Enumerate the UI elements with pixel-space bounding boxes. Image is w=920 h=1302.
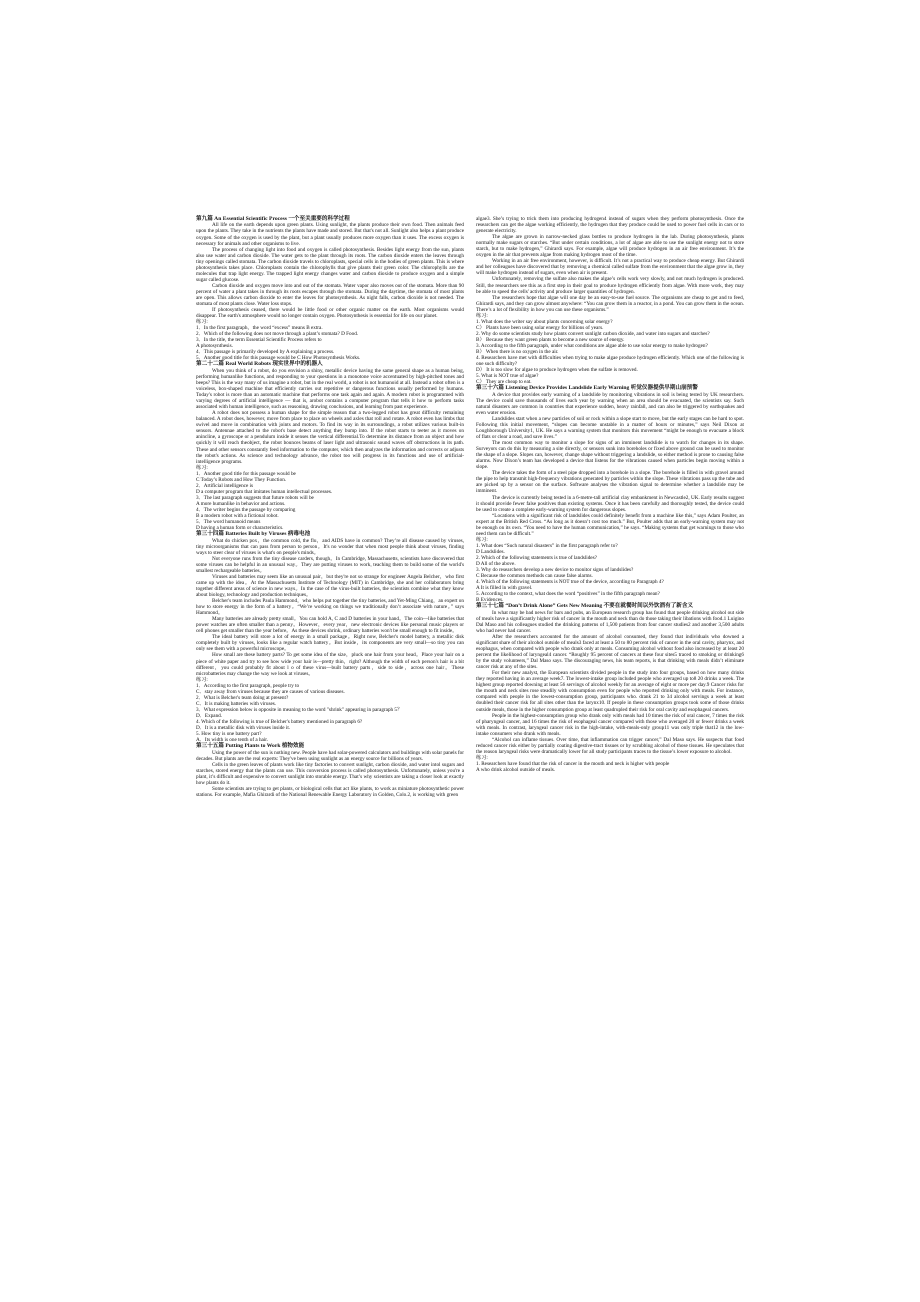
text-line: D having a human form or characteristics. — [196, 525, 284, 532]
text-line: 1．According to the first paragraph, people try to — [196, 682, 300, 689]
text-line: 3. Why do researchers develop a new device to monitor signs of landslides? — [476, 567, 634, 574]
paragraph: The device is currently being tested in a 6-metre-tall artificial clay embankment in Newcastle2, UK. Early results suggest it should provide fewer false positives than existing systems. Once it has been carefully and thoroughly tested, the device could be used to create a complete early-warning system for dangerous slopes. — [476, 494, 744, 513]
text-line: A photosynthesis. — [196, 343, 233, 350]
text-line: 1. Researchers have found that the risk of cancer in the mouth and neck is higher with people — [476, 760, 670, 767]
text-line: 4．The writer begins the passage by comparing — [196, 506, 296, 513]
text-line: 3．The last paragraph suggests that future robots will be — [196, 494, 314, 501]
text-line: D．It is a metallic disk with viruses inside it. — [196, 725, 291, 732]
paragraph: What do chicken pox，the common cold, the flu，and AIDS have in common? They’re all disease caused by viruses, tiny microorganisms that can pass from person to person。It's no wonder that when most people think about viruses, finding ways to steer clear of viruses is what's on people's minds。 — [196, 537, 464, 556]
paragraph: In what may be bad news for bars and pubs, an European research group has found that people drinking alcohol out side of meals have a significantly higher risk of cancer in the mouth and neck than do those taking their libations with food.1 Luigino Dal Maso and his colleagues studied the drinking patterns of 1,500 patients from four cancer studies2 and another 3,500 adults who had never had cancer. — [476, 609, 744, 634]
section-heading: 第三十五篇 Putting Plants to Work 植物效能 — [196, 743, 305, 750]
section-heading: 第三十七篇 “Don’t Drink Alone” Gets New Meaning 不要在就餐时间以外饮酒有了新含义 — [476, 603, 694, 610]
text-line: D a computer program that imitates human intellectual processes. — [196, 488, 333, 495]
text-line: 5. According to the context, what does the word “positives” in the fifth paragraph mean? — [476, 591, 660, 598]
text-line: D．Expand. — [196, 712, 223, 719]
text-line: C） They are cheap to eat. — [476, 379, 532, 386]
text-line: 5．Another good title for this passage would be C How Photosynthesis Works. — [196, 355, 361, 362]
paragraph: Using the power of the sun is nothing new. People have had solar-powered calculators and buildings with solar panels for decades. But plants are the real experts: They've been using sunlight as an energy source for billions of years. — [196, 749, 464, 762]
text-line: algae3. She’s trying to trick them into producing hydrogen4 instead of sugars when they perform photosynthesis. Once the researchers can get the algae working efficiently, the hydrogen that they produce could be used to power fuel cells in cars or to generate electricity. — [476, 216, 744, 235]
text-line: 2．What is Belcher's team doing at present? — [196, 694, 289, 701]
text-line: 练习: — [476, 312, 488, 319]
section-heading: 第二十二篇 Real World Robots 现实世界中的机器人 — [196, 361, 323, 368]
paragraph: The ideal battery will store a lot of energy in a small package。Right now, Belcher's model battery, a metallic disk completely built by viruses, looks like a regular watch battery。But inside，its components are very small—so tiny you can only see them with a powerful microscope。 — [196, 634, 464, 653]
text-line: 4. Which of the following is true of Belcher's battery mentioned in paragraph 6? — [196, 718, 363, 725]
text-line: B） When there is no oxygen in the air. — [476, 349, 559, 356]
section-heading: 第三十四篇 Batteries Built by Viruses 病毒电池 — [196, 531, 311, 538]
text-line: C） Plants have been using solar energy for billions of years. — [476, 324, 604, 331]
text-line: 3. According to the fifth paragraph, under what conditions are algae able to use solar energy to make hydrogen? — [476, 342, 708, 349]
text-line: D Landslides. — [476, 548, 505, 555]
text-line: 练习: — [196, 676, 208, 683]
paragraph: “Alcohol can inflame tissues. Over time, that inflammation can trigger cancer,” Dal Maso says. He suspects that food reduced cancer risk either by partially coating digestive-tract tissues or by scrubbing alcohol of those tissues. He speculates that the reason laryngeal risks were dramatically lower for all study participants traces to the tissue’s lower exposure to alcohol. — [476, 736, 744, 755]
paragraph: The algae are grown in narrow-necked glass bottles to produce hydrogen in the lab. During photosynthesis, plants normally make sugars or starches. “But under certain conditions, a lot of algae are able to use the sunlight energy not to store starch, but to make hydrogen,” Ghirardi says. For example, algae will produce hydrogen in an air free environment. It’s the oxygen in the air that prevents algae from making hydrogen most of the time. — [476, 234, 744, 259]
text-line: 4. Which of the following statements is NOT true of the device, according to Paragraph 4? — [476, 579, 664, 586]
text-line: C Because the common methods can cause false alarms. — [476, 573, 593, 580]
text-line: 3．In the title, the term Essential Scientific Process refers to — [196, 337, 322, 344]
text-line: A more humanlike in behavior and actions. — [196, 500, 286, 507]
paragraph: Carbon dioxide and oxygen move into and out of the stomata. Water vapor also moves out of the stomata. More than 90 percent of water a plant takes in through its roots escapes through the stomata. During the daytime, the stomata of most plants are open. This allows carbon dioxide to enter the leaves for photosynthesis. As night falls, carbon dioxide is not needed. The stomata of most plants close. Water loss stops. — [196, 282, 464, 308]
paragraph: Many batteries are already pretty small。You can hold A, C and D batteries in your hand。The coin—like batteries that power watches are often smaller than a penny。However，every year，new electronic devices like personal music players or cell phones get smaller than the year before。As these devices shrink, ordinary batteries won't be small enough to fit inside。 — [196, 616, 464, 635]
text-line: 5. What is NOT true of algae? — [476, 373, 539, 380]
paragraph: Not everyone runs from the tiny disease carders, though。In Cambridge, Massachusetts, scientists have discovered that some viruses can be helpful in an unusual way。They are putting viruses to work, teaching them to build some of the world's smallest rechargeable batteries。 — [196, 555, 464, 574]
text-line: 练习: — [476, 536, 488, 543]
paragraph: The device takes the form of a steel pipe dropped into a borehole in a slope. The borehole is filled in with gravel around the pipe to help transmit high-frequency vibrations generated by particles within the slope. These vibrations pass up the tube and are picked up by a sensor on the surface. Software analyses the vibration signal to determine whether a landslide may be imminent. — [476, 470, 744, 495]
paragraph: A robot does not possess a human shape for the simple reason that a two-legged robot has great difficulty remaining balanced. A robot does, however, move from place to place on wheels and axles that roll and rotate. A robot even has limbs that swivel and move in combination with joints and motors. To find its way in its surroundings, a robot utilizes various built-in sensors. Antennae attached to the robot's base detect anything they bump into. If the robot starts to teeter as it moves on anincline, a gyroscope or a pendulum inside it senses the vertical differential.To determine its distance from an object and how quickly it will reach theobject, the robot bounces beams of laser light and ultrasonic sound waves off obstructions in its path. These and other sensors constantly feed information to the computer, which then analyzes the information and corrects or adjusts the robot's actions. As science and technology advance, the robot too will progress in its functions and use of artificial-intelligence programs. — [196, 410, 464, 465]
paragraph: The most common way to monitor a slope for signs of an imminent landslide is to watch for changes in its shape. Surveyors can do this by measuring a site directly, or sensors sunk into boreholes or fixed above ground can be used to monitor the shape of a slope. Slopes can, however, change shape without triggering a landslide, so either method is prone to causing false alarms. Now Dixon’s team has developed a device that listens for the vibrations caused when particles begin moving within a slope. — [476, 440, 744, 471]
paragraph: All life on the earth depends upon green plants. Using sunlight, the plants produce their own food. Then animals feed upon the plants. They take in the nutrients the plants have made and stored. But that's not all. Sunlight also helps a plant produce oxygen. Some of the oxygen is used by the plant, but a plant usually produces more oxygen than it uses. The excess oxygen is necessary for animals and other organisms to live. — [196, 222, 464, 247]
text-line: 1．Another good title for this passage would be — [196, 470, 296, 477]
paragraph: Working in an air free environment, however, is difficult. It’s not a practical way to produce cheap energy. But Ghirardi and her colleagues have discovered that by removing a chemical called sulfate from the environment that the algae grow in, they will make hydrogen instead of sugars, even when air is present. — [476, 258, 744, 277]
text-line: B a modern robot with a fictional robot. — [196, 513, 279, 520]
paragraph: Unfortunately, removing the sulfate also makes the algae’s cells work very slowly, and not much hydrogen is produced. Still, the researchers see this as a first step in their goal to produce hydrogen efficiently from algae. With more work, they may be able to speed the cells' activity and produce larger quantities of hydrogen. — [476, 276, 744, 295]
text-line: A who drink alcohol outside of meals. — [476, 766, 556, 773]
paragraph: Viruses and batteries may seem like an unusual pair，but they're not so strange for engineer Angela Belcher，who first came up with the idea。At the Massachusetts Institute of Technology (MIT) in Cambridge, she and her collaborators bring together different areas of science in new ways。In the case of the virus-built batteries, the scientists combine what they know about biology, technology and production techniques。 — [196, 573, 464, 598]
text-line: D All of the above. — [476, 561, 516, 568]
paragraph: If photosynthesis ceased, there would be little food or other organic matter on the earth. Most organisms would disappear. The earth's atmosphere would no longer contain oxygen. Photosynthesis is essential for life on our planet. — [196, 307, 464, 320]
text-line: B Evidences. — [476, 597, 504, 604]
text-line: 1. What does “Such natural disasters” in the first paragraph refer to? — [476, 542, 618, 549]
paragraph: “Locations with a significant risk of landslides could definitely benefit from a machine like this,” says Adam Poulter, an expert at the British Red Cross. “As long as it doesn’t cost too much.” But, Poulter adds that an early-warning system may not be enough on its own. “You need to have the human communication,” he says. “Making systems that get warnings to those who need them can be difficult.” — [476, 512, 744, 537]
text-line: C．It is making batteries with viruses. — [196, 700, 277, 707]
text-line: 3．What expression below is opposite in meaning to the word "shrink" appearing in paragraph 5？ — [196, 706, 403, 713]
text-line: 练习: — [196, 464, 208, 471]
paragraph: People in the highest-consumption group who drank only with meals had 10 times the risk of oral cancer, 7 times the risk of pharyngeal cancer, and 16 times the risk of esophageal cancer compared with those who averaged 20 or fewer drinks a week with meals. In contrast, laryngeal cancer risk in the high-intake, with-meals-only group11 was only triple that12 in the low-intake consumers who drank with meals. — [476, 712, 744, 737]
text-line: 2．Artificial intelligence is — [196, 482, 254, 489]
paragraph: Cells in the green leaves of plants work like tiny factories to convert sunlight, carbon dioxide, and water intol sugars and starches, stored energy that the plants can use. This conversion process is called photosynthesis. Unfortunately, unless you're a plant, it’s difficult and expensive to convert sunlight into storable energy. That’s why scientists are taking a closer look at exactly how plants do it. — [196, 761, 464, 786]
right-column — [476, 216, 744, 773]
text-line: 练习: — [476, 754, 488, 761]
text-line: C．stay away from viruses because they are causes of various diseases. — [196, 688, 345, 695]
text-line: B） Because they want green plants to become a new source of energy. — [476, 336, 625, 343]
text-line: A It is filled in with gravel. — [476, 585, 533, 592]
section-heading: 第九篇 An Essential Scientific Process 一个至关重要的科学过程 — [196, 216, 350, 222]
section-heading: 第三十六篇 Listening Device Provides Landslide Early Warning 听觉仪器提供早期山崩预警 — [476, 385, 698, 392]
paragraph: Some scientists are trying to get plants, or biological cells that act like plants, to work as miniature photosynthetic power stations. For example, Mafia Ghirardi of the National Renewable Energy Laboratory in Golden, Colo.2, is working with green — [196, 785, 464, 798]
text-line: 4．This passage is primarily developed by A explaining a process. — [196, 349, 335, 356]
text-line: 2．Which of the following does not move through a plant’s stomata? D Food. — [196, 331, 359, 338]
text-line: 4. Researchers have met with difficulties when trying to make algae produce hydrogen efficiently. Which one of the following is one such difficulty? — [476, 355, 744, 368]
text-line: 2. Which of the following statements is true of landslides? — [476, 554, 597, 561]
text-line: 练习: — [196, 319, 208, 326]
text-line: 1. What does the writer say about plants concerning solar energy? — [476, 318, 613, 325]
text-line: 1．In the first paragraph，the word “excess” means B extra. — [196, 325, 323, 332]
text-line: A．Its width is one tenth of a hair. — [196, 737, 269, 744]
paragraph: Landslides start when a new particles of soil or rock within a slope start to move, but the early stages can be hard to spot. Following this initial movement, “slopes can become unstable in a matter of hours or minutes,” says Neil Dixon at Loughborough University1, UK. He says a warning system that monitors this movement “might be enough to evacuate a block of flats or clear a road, and save lives.” — [476, 415, 744, 441]
paragraph: When you think of a robot, do you envision a shiny, metallic device having the same general shape as a human being, performing humanlike functions, and responding to your questions in a monotone voice accentuated by high-pitched tones and beeps? This is the way many of us imagine a robot, but in the real world, a robot is not humanoid at all. Instead a robot often is a voiceless, box-shaped machine that efficiently carries out repetitive or dangerous functions usually performed by humans. Today's robot is more than an automatic machine that performs one task again and again. A modern robot is programmed with varying degrees of artificial intelligence — that is, arobot contains a computer program that tells it how to perform tasks associated with human intelligence, such as reasoning, drawing conclusions, and learning from past experience. — [196, 367, 464, 411]
text-line: D） It is too slow for algae to produce hydrogen when the sulfate is removed. — [476, 367, 638, 374]
paragraph: After the researchers accounted for the amount of alcohol consumed, they found that individuals who downed a significant share of their alcohol outside of meals3 faced at least a 50 to 80 percent risk of cancer in the oral cavity, pharynx, and esophagus, when compared with people who drank only at meals. Consuming alcohol without food also increased by at least 20 percent the likelihood of laryngeal4 cancer. “Roughly 95 percent of cancers at these four sites5 traced to smoking or drinking6 by the study volunteers,” Dal Maso says. The discouraging news, his team reports, is that drinking with meals didn’t eliminate cancer risk at any of the sites. — [476, 633, 744, 671]
text-line: C Today’s Robots and How They Function. — [196, 476, 287, 483]
paragraph: For their new analyst, the European scientists divided people in the study into four groups, based on how many drinks they reported having in an average week7. The lowest-intake group included people who averaged up to8 20 drinks a week. The highest group reported downing at least 56 servings of alcohol weekly for an average of eight or more per day.9 Cancer risks for the mouth and neck sites rose steadily with consumption even for people who reported drinking only with meals. For instance, compared with people in the lowest-consumption group, participants who. drank 21 to 34 alcohol servings a week at least doubled their cancer risk for all sites other than the larynx10. If people in these consumption groups took some of those drinks outside meals, those in the higher consumption group at least quadrupled their risk for oral cavity and esophageal cancers. — [476, 670, 744, 713]
paragraph: The process of changing light into food and oxygen is called photosynthesis. Besides light energy from the sun, plants also use water and carbon dioxide. The water gets to the plant through its roots. The carbon dioxide enters the leaves through tiny openings called stomata. The carbon dioxide travels to chloroplasts, special cells in the bodies of green plants. This is where photosynthesis takes place. Chloroplasts contain the chlorophylls that give plants their green color. The chlorophylls are the molecules that trap light energy. The trapped light energy changes water and carbon dioxide to produce oxygen and a simple sugar called glucose. — [196, 246, 464, 283]
text-line: 5．The word humanoid means — [196, 519, 261, 526]
paragraph: A device that provides early warning of a landslide by monitoring vibrations in soil is being tested by UK researchers. The device could save thousands of lives each year by warning when an area should be evacuated, the scientists say. Such natural disasters are common in countries that experience sudden, heavy rainfall, and can also be triggered by earthquakes and even water erosion. — [476, 391, 744, 416]
paragraph: Belcher's team includes Paula Hammond，who helps put together the tiny batteries, and Yet-Ming Chiang，an expert on how to store energy in the form of a battery。“We’re working on things we traditionally don’t associate with nature。” says Hammond。 — [196, 598, 464, 617]
text-line: 2. Why do some scientists study how plants convert sunlight carbon dioxide, and water into sugars and starches? — [476, 330, 710, 337]
left-column — [196, 216, 464, 798]
paragraph: The researchers hope that algae will one day be an easy-to-use fuel source. The organisms are cheap to get and to feed, Ghirardi says, and they can grow almost anywhere: “You can grow them in a reactor, in a pond. You can grow them in the ocean. There’s a lot of flexibility in how you can use these organisms.” — [476, 294, 744, 313]
paragraph: How small are these battery parts? To get some idea of the size，pluck one hair from your head。Place your hair on a piece of white paper and try to see how wide your hair is—pretty thin，right? Although the width of each person's hair is a bit different，you could probably fit about l o of these virus—built battery parts，side to side，across one hair。These microbatteries may change the way we look at viruses。 — [196, 652, 464, 677]
text-line: 5. How tiny is one battery part? — [196, 731, 262, 738]
